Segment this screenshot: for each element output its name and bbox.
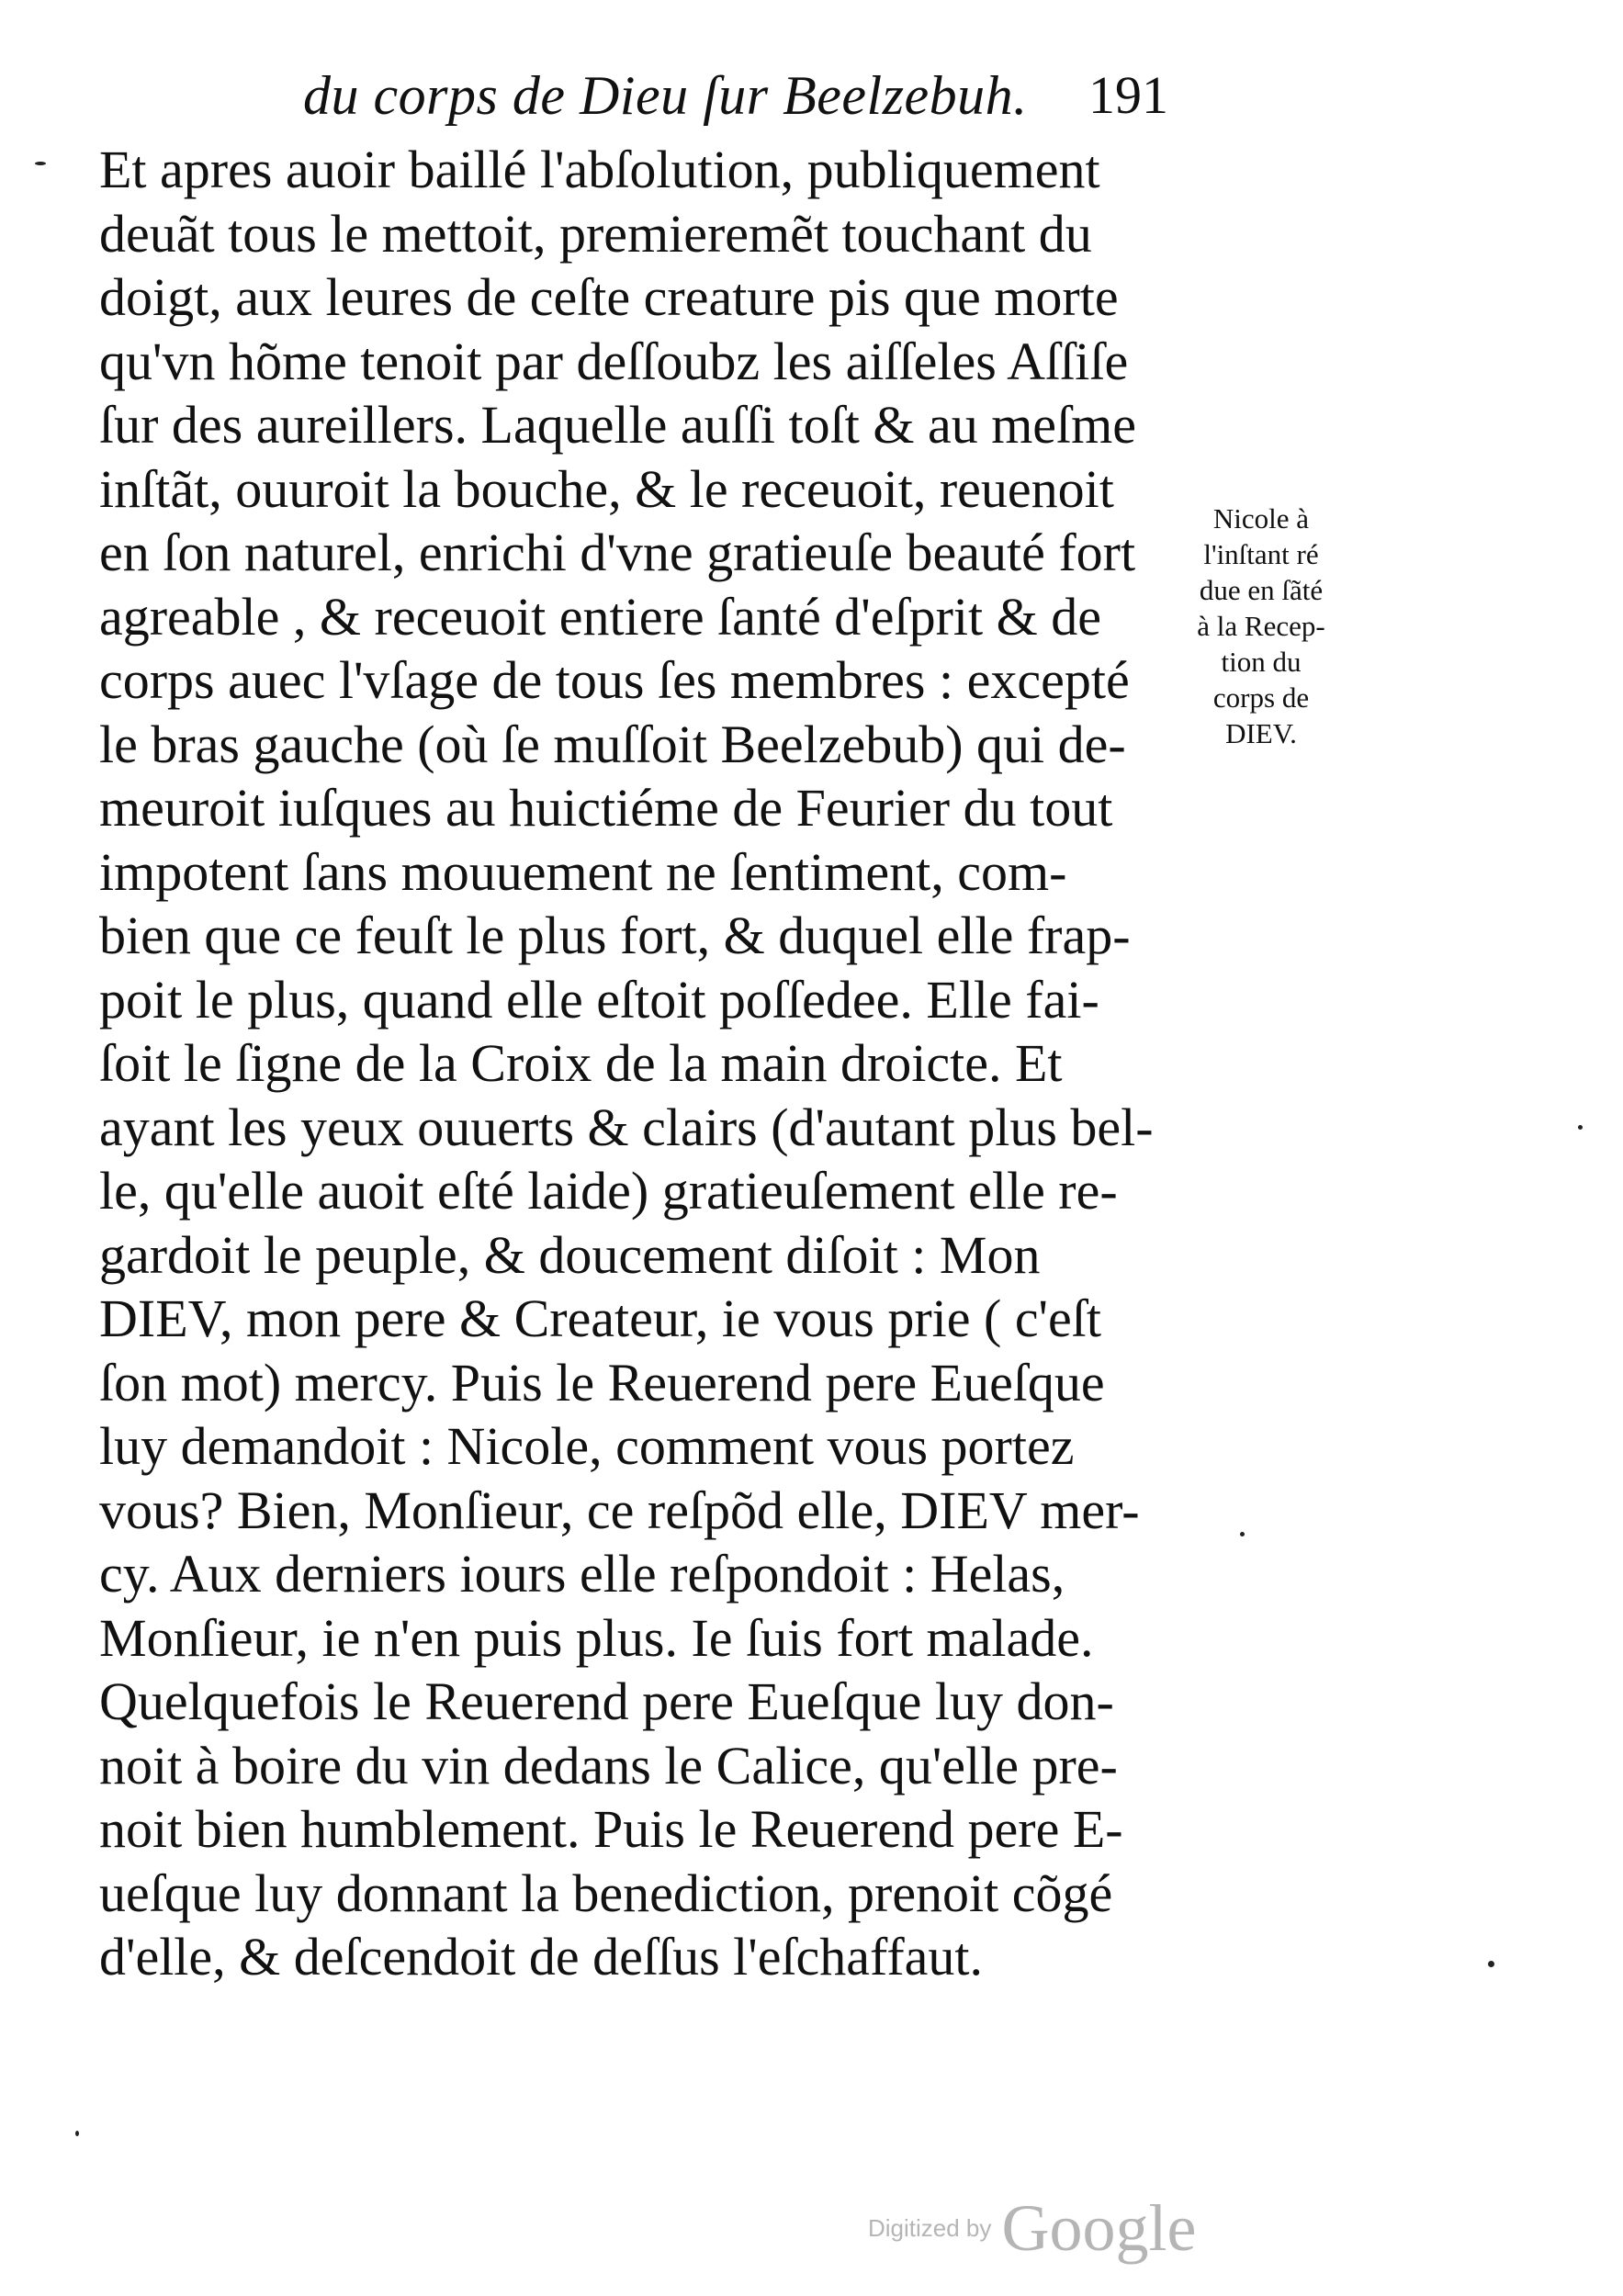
digitization-watermark — [868, 2190, 1196, 2267]
text-line: en ſon naturel, enrichi d'vne gratieuſe beauté fort — [99, 523, 1136, 582]
text-line: luy demandoit : Nicole, comment vous portez — [99, 1416, 1075, 1476]
text-line: d'elle, & deſcendoit de deſſus l'eſchaffaut. — [99, 1927, 983, 1986]
text-line: impotent ſans mouuement ne ſentiment, com- — [99, 841, 1067, 902]
margin-note-line: tion du — [1221, 646, 1302, 678]
margin-note-line: corps de — [1212, 681, 1310, 714]
main-text-block — [99, 138, 1192, 1989]
scan-speck — [35, 162, 46, 165]
text-line: vous? Bien, Monſieur, ce reſpõd elle, DIEV mer- — [99, 1480, 1140, 1540]
text-line: inſtãt, ouuroit la bouche, & le receuoit, reuenoit — [99, 458, 1114, 519]
watermark-prefix: Digitized by — [868, 2214, 992, 2242]
scan-speck — [75, 2131, 79, 2136]
margin-note-line: l'inſtant ré — [1203, 538, 1319, 570]
text-line: meuroit iuſques au huictiéme de Feurier du tout — [99, 778, 1113, 838]
text-line: corps auec l'vſage de tous ſes membres : excepté — [99, 650, 1130, 710]
scan-speck — [1488, 1961, 1494, 1967]
text-line: le, qu'elle auoit eſté laide) gratieuſement elle re- — [99, 1161, 1118, 1221]
margin-note-line: Nicole à — [1212, 502, 1310, 535]
text-line: Quelquefois le Reuerend pere Eueſque luy don- — [99, 1671, 1114, 1731]
text-line: gardoit le peuple, & doucement diſoit : Mon — [99, 1224, 1041, 1285]
marginal-note — [1174, 501, 1348, 751]
text-line: qu'vn hõme tenoit par deſſoubz les aiſſeles Aſſiſe — [99, 331, 1129, 391]
watermark-brand: Google — [1001, 2191, 1197, 2265]
text-line: DIEV, mon pere & Createur, ie vous prie ( c'eſt — [99, 1289, 1101, 1348]
text-line: ueſque luy donnant la benediction, prenoit cõgé — [99, 1863, 1113, 1923]
text-line: ayant les yeux ouuerts & clairs (d'autant plus bel- — [99, 1097, 1154, 1157]
scan-speck — [1578, 1125, 1583, 1130]
text-line: Et apres auoir baillé l'abſolution, publiquement — [99, 140, 1100, 199]
text-line: noit à boire du vin dedans le Calice, qu'elle pre- — [99, 1735, 1118, 1795]
page-number: 191 — [1088, 65, 1168, 125]
text-line: le bras gauche (où ſe muſſoit Beelzebub) qui de- — [99, 714, 1126, 774]
scan-speck — [1240, 1532, 1245, 1536]
text-line: cy. Aux derniers iours elle reſpondoit : Helas, — [99, 1544, 1065, 1604]
text-line: deuãt tous le mettoit, premieremẽt touchant du — [99, 203, 1092, 264]
text-line: Monſieur, ie n'en puis plus. Ie ſuis fort malade. — [99, 1607, 1094, 1668]
text-line: ſoit le ſigne de la Croix de la main droicte. Et — [99, 1033, 1063, 1093]
margin-note-line: à la Recep- — [1197, 610, 1325, 642]
text-line: poit le plus, quand elle eſtoit poſſedee. Elle fai- — [99, 969, 1099, 1030]
text-line: ſon mot) mercy. Puis le Reuerend pere Eueſque — [99, 1352, 1105, 1412]
text-line: noit bien humblement. Puis le Reuerend pere E- — [99, 1799, 1123, 1859]
text-line: bien que ce feuſt le plus fort, & duquel elle frap- — [99, 906, 1131, 965]
text-line: ſur des aureillers. Laquelle auſſi toſt & au meſme — [99, 395, 1137, 455]
text-line: doigt, aux leures de ceſte creature pis que morte — [99, 267, 1119, 327]
text-line: agreable , & receuoit entiere ſanté d'eſprit & de — [99, 586, 1101, 647]
margin-note-line: due en ſãté — [1199, 574, 1324, 606]
margin-note-line: DIEV. — [1225, 717, 1297, 749]
running-title: du corps de Dieu ſur Beelzebuh. — [303, 65, 1028, 126]
